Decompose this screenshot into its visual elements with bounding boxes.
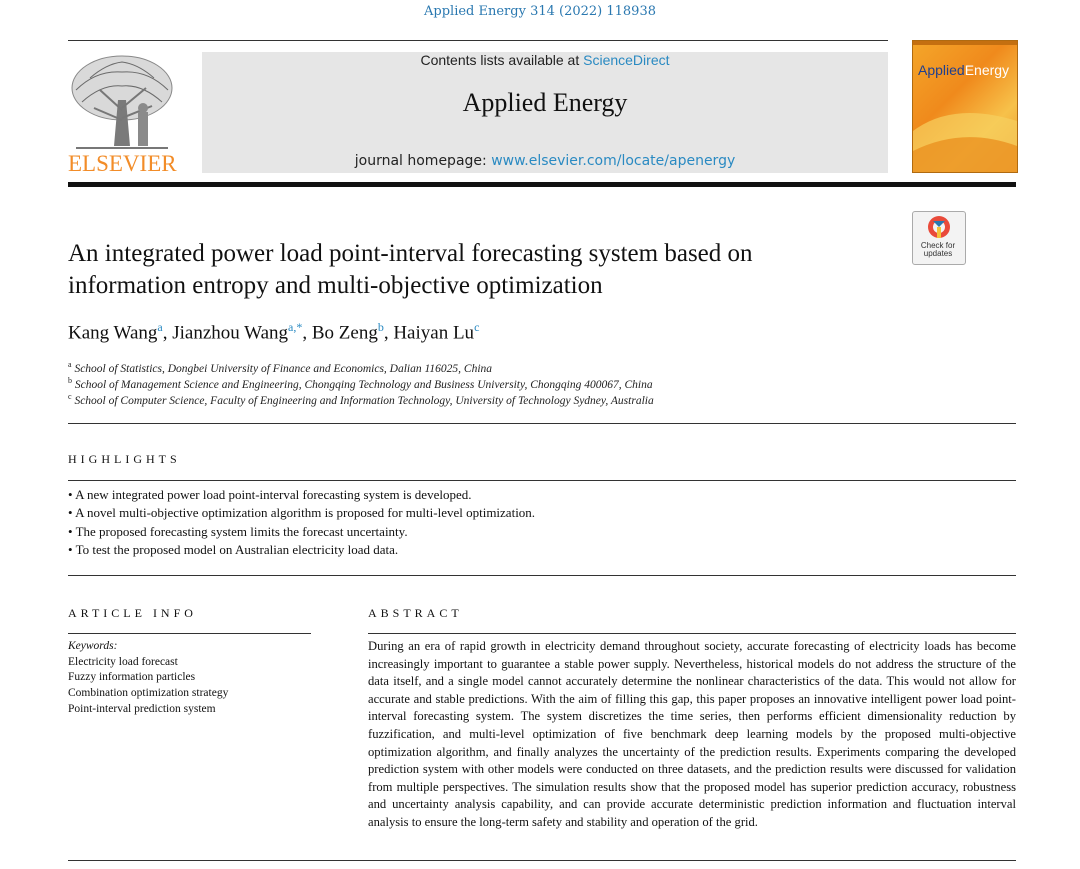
contents-line [202, 52, 888, 68]
abstract-heading: ABSTRACT [368, 606, 463, 620]
crossmark-line-2: updates [923, 249, 953, 258]
affiliation-text: School of Statistics, Dongbei University of Finance and Economics, Dalian 116025, China [74, 362, 493, 375]
affiliation-mark: c [68, 392, 72, 401]
highlight-item: • To test the proposed model on Australian electricity load data. [68, 542, 399, 557]
elsevier-wordmark: ELSEVIER [68, 151, 177, 176]
highlight-item: • A novel multi-objective optimization algorithm is proposed for multi-level optimization. [68, 505, 536, 520]
highlight-item: • A new integrated power load point-interval forecasting system is developed. [68, 487, 472, 502]
keywords-label: Keywords: [68, 640, 118, 652]
affiliation [68, 360, 492, 375]
crossmark-label [912, 242, 964, 258]
author-separator: , [302, 322, 312, 344]
crossmark-icon [913, 212, 965, 242]
paper-title-line-1: An integrated power load point-interval forecasting system based on [68, 240, 753, 267]
affiliation-mark: a [68, 360, 72, 369]
keyword-item: Combination optimization strategy [68, 687, 229, 699]
homepage-link[interactable]: www.elsevier.com/locate/apenergy [491, 153, 736, 169]
highlights-rule [68, 480, 1016, 481]
author-name[interactable]: Jianzhou Wang [172, 322, 289, 344]
section-divider [68, 423, 1016, 424]
author-name[interactable]: Kang Wang [68, 322, 158, 344]
author-affil-link[interactable]: a [157, 320, 163, 334]
journal-title: Applied Energy [462, 88, 628, 117]
highlight-item: • The proposed forecasting system limits the forecast uncertainty. [68, 524, 408, 539]
homepage-prefix: journal homepage: [354, 153, 492, 169]
author-affil-link[interactable]: c [474, 320, 480, 334]
highlights-heading: HIGHLIGHTS [68, 452, 181, 466]
cover-title-b: Energy [964, 62, 1010, 78]
paper-title-line-2: information entropy and multi-objective optimization [68, 272, 603, 299]
author-separator: , [162, 322, 173, 344]
author-affil-link[interactable]: b [377, 320, 384, 334]
author-name[interactable]: Haiyan Lu [393, 322, 475, 344]
article-info-rule [68, 633, 311, 634]
abstract-text: During an era of rapid growth in electricity demand throughout society, accurate forecasting of electricity loads has become increasingly important to guarantee a stable power supply. Nevertheless, historical models do not address the structure of the data itself, and a single model cannot accurately determine the nonlinear characteristics of the data. This would not allow for accurate and stable predictions. With the aim of filling this gap, this paper proposes an innovative intelligent power load point-interval forecasting system. The system discretizes the time series, then performs efficient dimensionality reduction by fuzzification, and multi-level optimization of five benchmark deep learning models by the proposed multi-objective optimization algorithm, and finally analyzes the uncertainty of the prediction results. Experiments comparing the developed prediction system with other models were conducted on three datasets, and the prediction results were discussed for validation from multiple perspectives. The simulation results show that the proposed model has superior prediction accuracy, robustness and uncertainty analysis capability, and can provide accurate deterministic prediction information and fluctuation interval analysis to ensure the long-term safety and stability and operation of the grid. [368, 639, 1016, 829]
author-affil-link[interactable]: a,* [288, 320, 303, 334]
sciencedirect-link[interactable]: ScienceDirect [583, 52, 670, 68]
author-list [68, 320, 479, 344]
section-divider [68, 860, 1016, 861]
abstract-rule [368, 633, 1016, 634]
cover-title-a: Applied [918, 62, 965, 78]
affiliation-mark: b [68, 376, 72, 385]
keyword-item: Fuzzy information particles [68, 671, 196, 683]
journal-reference[interactable]: Applied Energy 314 (2022) 118938 [424, 4, 656, 19]
section-divider [68, 575, 1016, 576]
contents-prefix: Contents lists available at [420, 52, 584, 68]
affiliation-text: School of Management Science and Engineering, Chongqing Technology and Business University, Chongqing 400067, China [74, 378, 653, 391]
affiliation [68, 392, 654, 407]
cover-title [918, 62, 1009, 78]
author-name[interactable]: Bo Zeng [311, 322, 378, 344]
header-thick-rule [68, 182, 1016, 187]
paper-title [68, 238, 898, 302]
cover-art-icon [913, 41, 1017, 172]
crossmark-line-1: Check for [920, 241, 956, 250]
header-top-rule [68, 40, 888, 41]
keyword-item: Electricity load forecast [68, 656, 178, 668]
homepage-line [202, 153, 888, 169]
keyword-item: Point-interval prediction system [68, 703, 216, 715]
article-info-heading: ARTICLE INFO [68, 606, 197, 620]
author-separator: , [383, 322, 394, 344]
journal-cover-image[interactable] [912, 40, 1018, 173]
affiliation [68, 376, 653, 391]
affiliation-text: School of Computer Science, Faculty of Engineering and Information Technology, University of Technology Sydney, Australia [74, 394, 654, 407]
